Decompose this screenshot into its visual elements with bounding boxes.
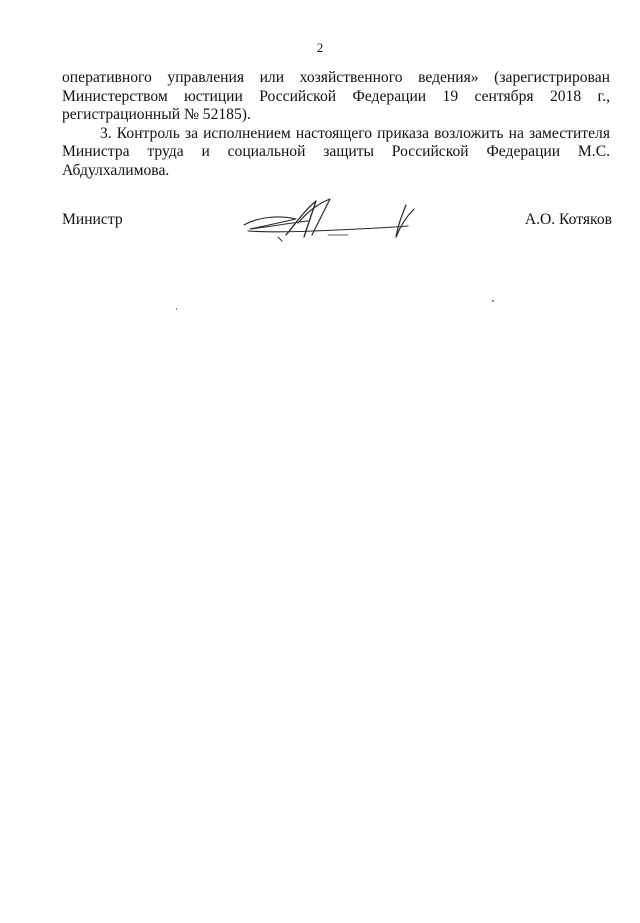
scan-speck xyxy=(492,300,494,302)
page-number: 2 xyxy=(316,40,324,55)
document-body xyxy=(62,69,610,180)
handwritten-signature xyxy=(238,197,428,247)
paragraph-item-3: 3. Контроль за исполнением настоящего приказа возложить на заместителя Министра труда и социальной защиты Российской Федерации М.С. Абдулхалимова. xyxy=(62,124,610,179)
paragraph-continuation: оперативного управления или хозяйственного ведения» (зарегистрирован Министерством юстиции Российской Федерации 19 сентября 2018 г., регистрационный № 52185). xyxy=(62,69,610,123)
signature-block xyxy=(62,211,612,251)
scan-speck xyxy=(176,308,177,310)
signatory-position: Министр xyxy=(62,211,123,228)
signatory-name: А.О. Котяков xyxy=(524,211,612,228)
